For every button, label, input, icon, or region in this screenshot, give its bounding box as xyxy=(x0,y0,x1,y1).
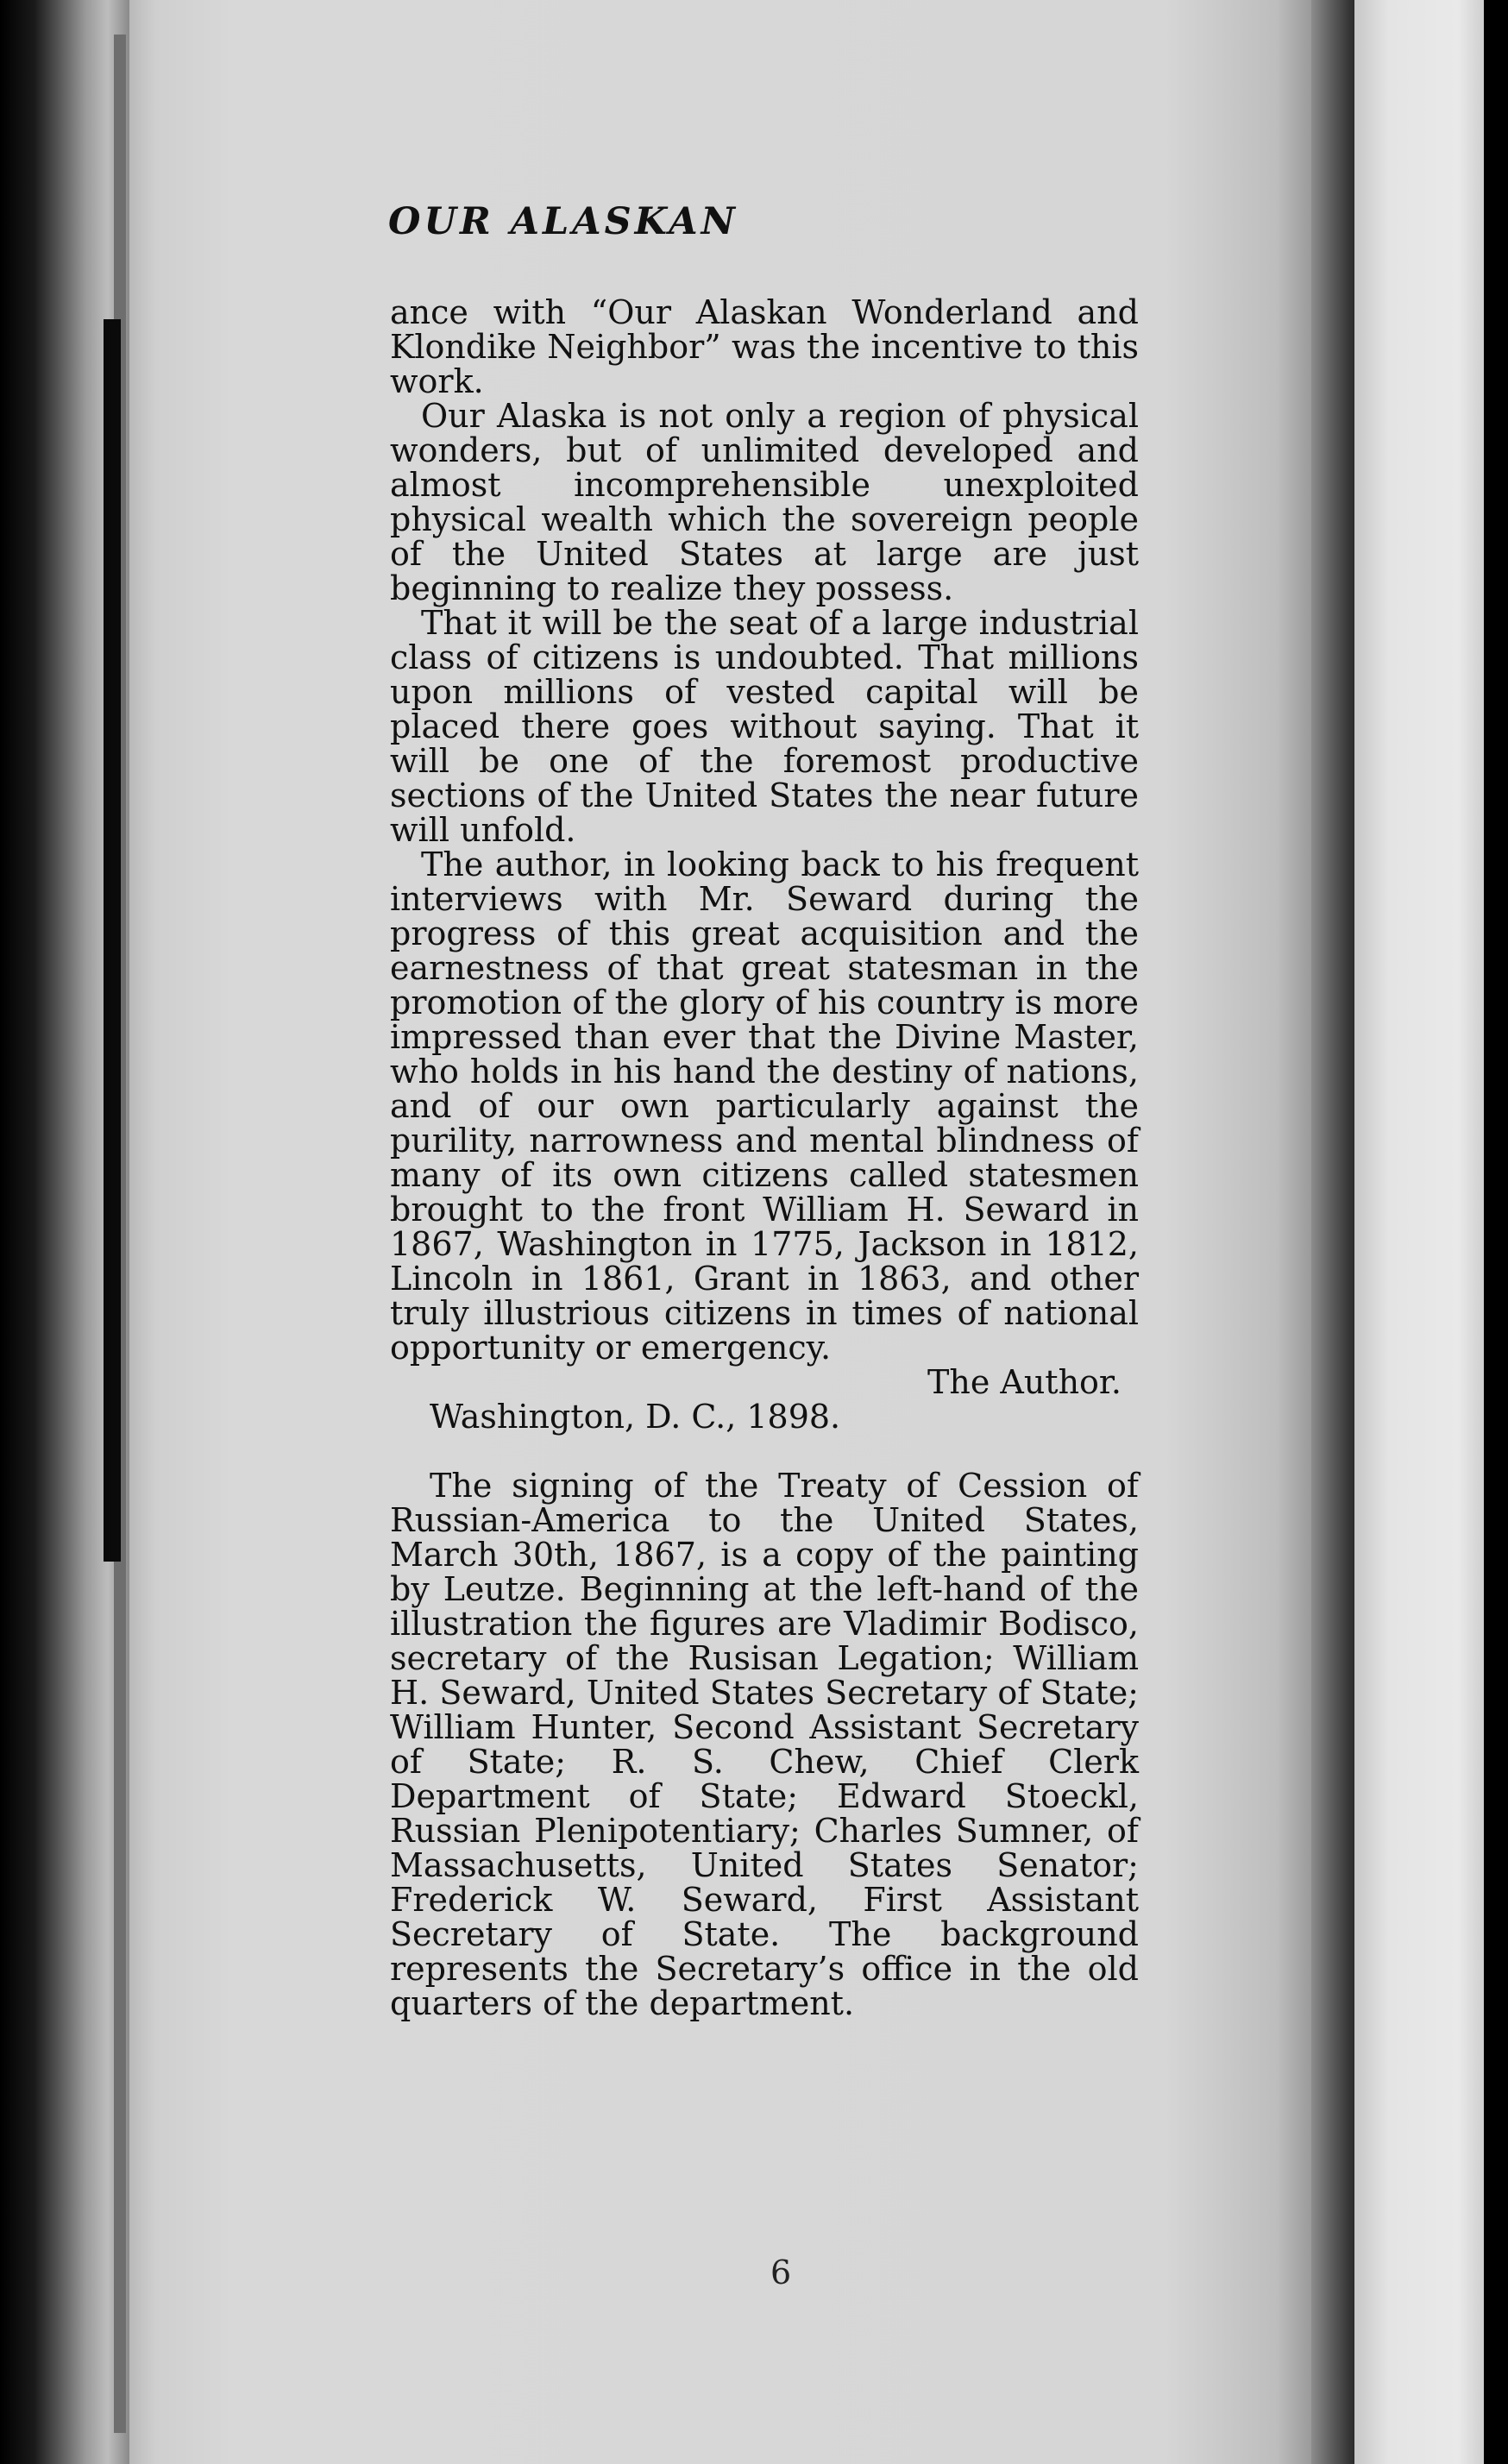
running-head: OUR ALASKAN xyxy=(388,200,738,243)
dateline: Washington, D. C., 1898. xyxy=(430,1398,841,1436)
facing-page-edge xyxy=(1354,0,1484,2464)
author-signature: The Author. xyxy=(927,1363,1122,1401)
page-number: 6 xyxy=(770,2253,792,2291)
paragraph-alaska-wealth: Our Alaska is not only a region of physical wonders, but of unlimited developed and almost incomprehensible unexploited physical wealth which the sovereign people of the United States at large are just beginning to realize they possess. xyxy=(390,397,1139,607)
scan-border-right xyxy=(1484,0,1508,2464)
book-binding-left xyxy=(0,0,129,2464)
paragraph-continued: ance with “Our Alaskan Wonderland and Klondike Neighbor” was the incentive to this work. xyxy=(390,293,1139,400)
page-gutter xyxy=(1311,0,1354,2464)
binding-groove xyxy=(104,319,121,1562)
illustration-caption: The signing of the Treaty of Cession of Russian-America to the United States, March 30th, 1867, is a copy of the painting by Leutze. Beginning at the left-hand of the illustration the figures are Vladimir Bodisco, secretary of the Rusisan Legation; William H. Seward, United States Secretary of State; William Hunter, Second Assistant Secretary of State; R. S. Chew, Chief Clerk Department of State; Edward Stoeckl, Russian Plenipotentiary; Charles Sumner, of Massachusetts, United States Senator; Frederick W. Seward, First Assistant Secretary of State. The background represents the Secretary’s office in the old quarters of the department. xyxy=(390,1467,1139,2022)
paragraph-industrial-class: That it will be the seat of a large industrial class of citizens is undoubted. That millions upon millions of vested capital will be placed there goes without saying. That it will be one of the foremost productive sections of the United States the near future will unfold. xyxy=(390,604,1139,849)
page-text xyxy=(390,295,1139,2021)
paragraph-seward-interviews: The author, in looking back to his frequent interviews with Mr. Seward during the progress of this great acquisition and the earnestness of that great statesman in the promotion of the glory of his country is more impressed than ever that the Divine Master, who holds in his hand the destiny of nations, and of our own particularly against the purility, narrowness and mental blindness of many of its own citizens called statesmen brought to the front William H. Seward in 1867, Washington in 1775, Jackson in 1812, Lincoln in 1861, Grant in 1863, and other truly illustrious citizens in times of national opportunity or emergency. xyxy=(390,845,1139,1367)
